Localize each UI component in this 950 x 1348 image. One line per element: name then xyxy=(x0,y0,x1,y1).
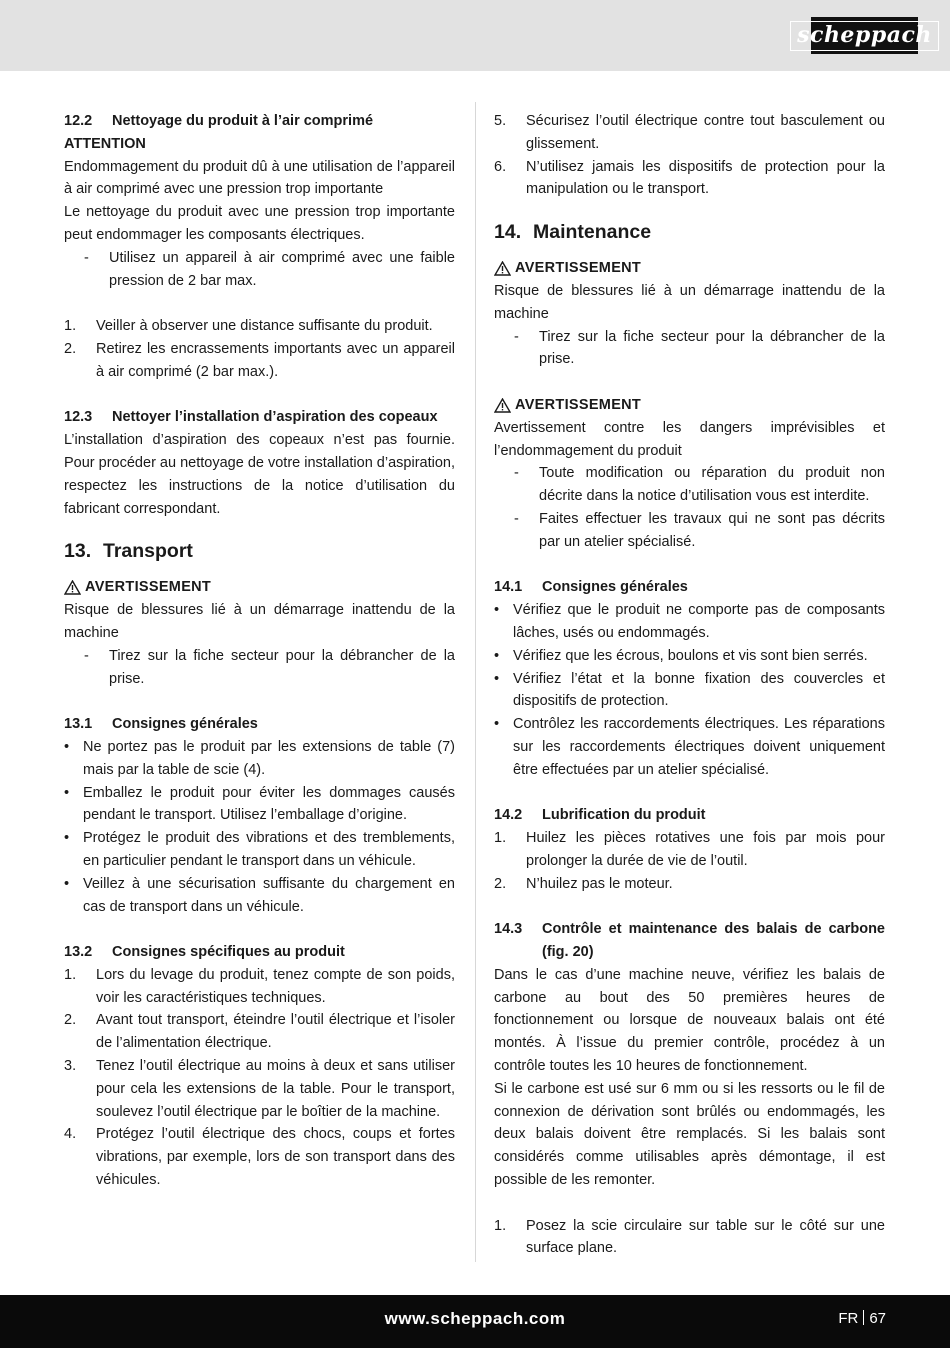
section-number: 14.1 xyxy=(494,579,523,596)
section-14-2-heading xyxy=(494,804,885,827)
section-14-1-heading xyxy=(494,576,885,599)
bullet-text: Ne portez pas le produit par les extensions de table (7) mais par la table de scie (4). xyxy=(83,738,455,778)
list-text: Avant tout transport, éteindre l’outil électrique et l’isoler de l’alimentation électrique. xyxy=(96,1012,455,1052)
dash-text: Toute modification ou réparation du produit non décrite dans la notice d’utilisation vous est interdite. xyxy=(539,465,885,505)
bullet-text: Emballez le produit pour éviter les dommages causés pendant le transport. Utilisez l’emballage d’origine. xyxy=(83,784,455,824)
section-title: Contrôle et maintenance des balais de carbone (fig. 20) xyxy=(542,921,885,961)
dash-item: - Faites effectuer les travaux qui ne sont pas décrits par un atelier spécialisé. xyxy=(494,508,885,554)
list-text: Lors du levage du produit, tenez compte de son poids, voir les caractéristiques techniques. xyxy=(96,966,455,1006)
attention-label: ATTENTION xyxy=(64,135,146,152)
warning-triangle-icon xyxy=(64,580,81,595)
bullet-item: • Ne portez pas le produit par les extensions de table (7) mais par la table de scie (4). xyxy=(64,736,455,782)
list-item xyxy=(64,1009,455,1055)
dash-text: Faites effectuer les travaux qui ne sont pas décrits par un atelier spécialisé. xyxy=(539,510,885,550)
bullet-item: • Contrôlez les raccordements électriques. Les réparations sur les raccordements électriques doivent uniquement être effectuées par un atelier spécialisé. xyxy=(494,713,885,781)
list-number: 2. xyxy=(64,340,77,357)
list-text: Huilez les pièces rotatives une fois par mois pour prolonger la durée de vie de l’outil. xyxy=(526,830,885,869)
warning-text: Avertissement contre les dangers imprévisibles et l’endommagement du produit xyxy=(494,419,885,459)
list-text: Veiller à observer une distance suffisante du produit. xyxy=(96,318,433,335)
section-title: Nettoyer l’installation d’aspiration des copeaux xyxy=(112,409,438,426)
list-text: Sécurisez l’outil électrique contre tout basculement ou glissement. xyxy=(526,113,885,152)
dash-text: Tirez sur la fiche secteur pour la débrancher de la prise. xyxy=(539,328,885,368)
list-item xyxy=(64,964,455,1010)
section-14-heading xyxy=(494,218,885,246)
list-text: Protégez l’outil électrique des chocs, coups et fortes vibrations, par exemple, lors de son transport dans des véhicules. xyxy=(96,1126,455,1189)
list-number: 6. xyxy=(494,158,507,175)
list-number: 1. xyxy=(494,1217,507,1234)
section-14-3-paragraph-1: Dans le cas d’une machine neuve, vérifiez les balais de carbone au bout des 50 premières heures de fonctionnement ou lorsque de nouveaux balais ont été montés. À l’issue du premier contrôle, procédez à un contrôle toutes les 10 heures de fonctionnement. xyxy=(494,966,885,1075)
footer-bar xyxy=(0,1295,950,1348)
list-number: 3. xyxy=(64,1058,77,1075)
warning-heading xyxy=(64,576,455,599)
bullet-text: Veillez à une sécurisation suffisante du chargement en cas de transport dans un véhicule. xyxy=(83,875,455,915)
section-title: Transport xyxy=(103,540,193,563)
list-item xyxy=(64,1055,455,1123)
list-number: 1. xyxy=(64,318,77,335)
section-title: Consignes générales xyxy=(542,579,688,596)
section-title: Lubrification du produit xyxy=(542,807,706,824)
list-item xyxy=(494,110,885,156)
list-text: N’utilisez jamais les dispositifs de protection pour la manipulation ou le transport. xyxy=(526,158,885,198)
bullet-item: • Veillez à une sécurisation suffisante du chargement en cas de transport dans un véhicule. xyxy=(64,873,455,919)
warning-label: AVERTISSEMENT xyxy=(85,579,212,596)
section-13-2-heading xyxy=(64,941,455,964)
section-title: Consignes générales xyxy=(112,716,258,733)
list-number: 4. xyxy=(64,1126,77,1143)
website-link[interactable]: www.scheppach.com xyxy=(384,1309,566,1328)
warning-text: Risque de blessures lié à un démarrage inattendu de la machine xyxy=(64,602,455,641)
list-number: 2. xyxy=(494,875,507,892)
list-text: Posez la scie circulaire sur table sur le côté sur une surface plane. xyxy=(526,1217,885,1257)
bullet-text: Protégez le produit des vibrations et des tremblements, en particulier pendant le transport dans un véhicule. xyxy=(83,830,455,869)
list-text: N’huilez pas le moteur. xyxy=(526,875,673,892)
warning-label: AVERTISSEMENT xyxy=(515,260,642,277)
dash-text: Utilisez un appareil à air comprimé avec une faible pression de 2 bar max. xyxy=(109,249,455,289)
section-number: 14.3 xyxy=(494,921,523,938)
section-number: 12.3 xyxy=(64,409,93,426)
bullet-item: • Vérifiez que les écrous, boulons et vis sont bien serrés. xyxy=(494,645,885,668)
column-divider xyxy=(475,102,476,1262)
list-item xyxy=(64,1123,455,1191)
section-12-3-heading xyxy=(64,406,455,429)
section-title: Consignes spécifiques au produit xyxy=(112,944,345,961)
brand-name: scheppach xyxy=(790,21,939,51)
list-text: Tenez l’outil électrique au moins à deux et sans utiliser pour cela les extensions de la table. Pour le transport, soulevez l’outil électrique par le boîtier de la machine. xyxy=(96,1058,455,1120)
section-14-3-paragraph-2: Si le carbone est usé sur 6 mm ou si les ressorts ou le fil de connexion de dérivation sont brûlés ou endommagés, les deux balais doivent être remplacés. Si les balais sont considérés comme utilisables après démontage, il est possible de les remonter. xyxy=(494,1080,885,1189)
section-number: 14. xyxy=(494,221,522,244)
warning-triangle-icon xyxy=(494,261,511,276)
list-number: 5. xyxy=(494,113,507,129)
list-number: 1. xyxy=(494,830,507,847)
right-column xyxy=(494,110,885,1260)
bullet-text: Contrôlez les raccordements électriques. Les réparations sur les raccordements électriques doivent uniquement être effectuées par un atelier spécialisé. xyxy=(513,716,885,778)
warning-heading xyxy=(494,257,885,280)
section-number: 12.2 xyxy=(64,113,93,129)
list-number: 1. xyxy=(64,966,77,983)
dash-item: - Tirez sur la fiche secteur pour la débrancher de la prise. xyxy=(494,326,885,372)
list-item xyxy=(494,156,885,202)
section-number: 13.2 xyxy=(64,944,93,961)
bullet-item: • Protégez le produit des vibrations et des tremblements, en particulier pendant le transport dans un véhicule. xyxy=(64,827,455,873)
section-number: 13.1 xyxy=(64,716,93,733)
list-item xyxy=(494,873,885,896)
section-number: 13. xyxy=(64,540,92,563)
bullet-item: • Emballez le produit pour éviter les dommages causés pendant le transport. Utilisez l’emballage d’origine. xyxy=(64,782,455,828)
section-12-2-heading xyxy=(64,110,455,133)
list-item xyxy=(494,827,885,873)
bullet-text: Vérifiez que les écrous, boulons et vis sont bien serrés. xyxy=(513,647,868,664)
section-number: 14.2 xyxy=(494,807,523,824)
section-13-1-heading xyxy=(64,713,455,736)
warning-text: Risque de blessures lié à un démarrage inattendu de la machine xyxy=(494,282,885,322)
section-13-heading xyxy=(64,537,455,565)
list-number: 2. xyxy=(64,1012,77,1029)
bullet-text: Vérifiez l’état et la bonne fixation des couvercles et dispositifs de protection. xyxy=(513,670,885,710)
dash-item: - Toute modification ou réparation du produit non décrite dans la notice d’utilisation vous est interdite. xyxy=(494,462,885,508)
brand-logo xyxy=(797,17,932,54)
list-item xyxy=(64,315,455,338)
bullet-item: • Vérifiez que le produit ne comporte pas de composants lâches, usés ou endommagés. xyxy=(494,599,885,645)
page-number: 67 xyxy=(869,1310,886,1327)
warning-label: AVERTISSEMENT xyxy=(515,396,642,413)
dash-item: - Utilisez un appareil à air comprimé avec une faible pression de 2 bar max. xyxy=(64,247,455,293)
attention-text-1: Endommagement du produit dû à une utilisation de l’appareil à air comprimé avec une pression trop importante xyxy=(64,158,455,198)
attention-text-2: Le nettoyage du produit avec une pression trop importante peut endommager les composants électriques. xyxy=(64,204,455,243)
bullet-item: • Vérifiez l’état et la bonne fixation des couvercles et dispositifs de protection. xyxy=(494,668,885,714)
section-14-3-heading xyxy=(494,918,885,964)
section-12-3-text: L’installation d’aspiration des copeaux n’est pas fournie. Pour procéder au nettoyage de votre installation d’aspiration, respectez les instructions de la notice d’utilisation du fabricant correspondant. xyxy=(64,432,455,517)
dash-text: Tirez sur la fiche secteur pour la débrancher de la prise. xyxy=(109,647,455,687)
language-code: FR xyxy=(838,1310,859,1327)
page-indicator xyxy=(838,1310,886,1327)
warning-heading xyxy=(494,394,885,417)
section-title: Nettoyage du produit à l’air comprimé xyxy=(112,113,374,129)
section-title: Maintenance xyxy=(533,221,652,244)
dash-item: - Tirez sur la fiche secteur pour la débrancher de la prise. xyxy=(64,645,455,691)
list-item xyxy=(64,338,455,384)
bullet-text: Vérifiez que le produit ne comporte pas de composants lâches, usés ou endommagés. xyxy=(513,602,885,641)
list-text: Retirez les encrassements importants avec un appareil à air comprimé (2 bar max.). xyxy=(96,340,455,380)
list-item xyxy=(494,1215,885,1261)
warning-triangle-icon xyxy=(494,398,511,413)
left-column xyxy=(64,110,455,1192)
